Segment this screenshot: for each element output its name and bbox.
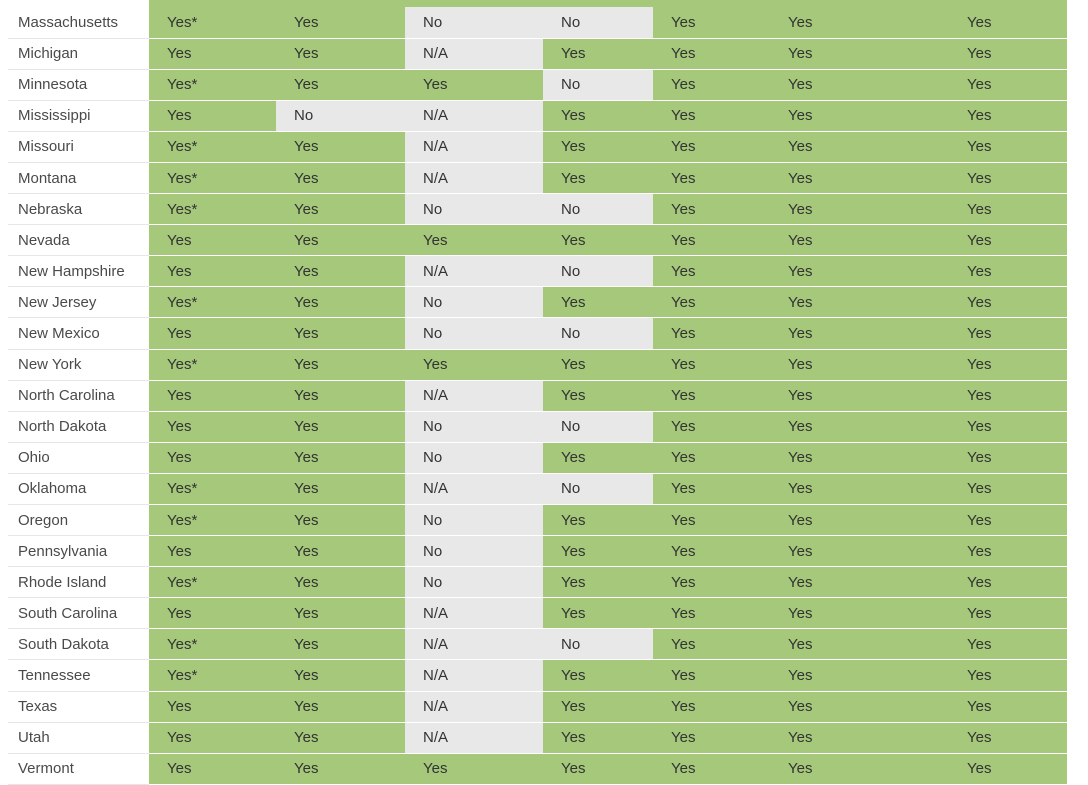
status-cell: Yes bbox=[276, 318, 405, 349]
table-row bbox=[8, 287, 1067, 318]
table-row bbox=[8, 442, 1067, 473]
status-cell: Yes bbox=[770, 629, 949, 660]
status-cell: Yes bbox=[149, 100, 276, 131]
status-cell: No bbox=[405, 411, 543, 442]
status-cell: Yes bbox=[949, 411, 1067, 442]
state-name-cell: New Jersey bbox=[8, 287, 149, 318]
status-cell: Yes bbox=[276, 194, 405, 225]
status-cell: Yes bbox=[149, 256, 276, 287]
status-cell: Yes bbox=[543, 660, 653, 691]
status-cell: Yes bbox=[770, 38, 949, 69]
table-row bbox=[8, 567, 1067, 598]
status-cell: Yes bbox=[949, 194, 1067, 225]
status-cell: Yes bbox=[276, 69, 405, 100]
status-cell: Yes bbox=[405, 349, 543, 380]
status-cell: Yes bbox=[653, 69, 770, 100]
status-cell: Yes bbox=[653, 131, 770, 162]
status-cell: Yes bbox=[949, 567, 1067, 598]
status-cell: Yes bbox=[543, 380, 653, 411]
table-row bbox=[8, 100, 1067, 131]
status-cell: Yes bbox=[276, 442, 405, 473]
status-cell: Yes bbox=[949, 225, 1067, 256]
state-name-cell: Utah bbox=[8, 722, 149, 753]
status-cell: Yes bbox=[276, 660, 405, 691]
status-cell: Yes bbox=[949, 38, 1067, 69]
status-cell: Yes bbox=[276, 505, 405, 536]
state-name-cell: Massachusetts bbox=[8, 7, 149, 38]
status-cell: Yes bbox=[949, 753, 1067, 784]
status-cell: Yes bbox=[149, 691, 276, 722]
state-name-cell: Ohio bbox=[8, 442, 149, 473]
status-cell: Yes bbox=[770, 349, 949, 380]
table-row bbox=[8, 505, 1067, 536]
status-cell: Yes bbox=[949, 349, 1067, 380]
state-name-cell: New Mexico bbox=[8, 318, 149, 349]
status-cell: No bbox=[543, 629, 653, 660]
status-cell: Yes bbox=[949, 691, 1067, 722]
status-cell: No bbox=[405, 194, 543, 225]
status-cell: Yes bbox=[770, 131, 949, 162]
table-row bbox=[8, 194, 1067, 225]
status-cell: Yes bbox=[949, 536, 1067, 567]
status-cell: N/A bbox=[405, 38, 543, 69]
status-cell: Yes bbox=[949, 660, 1067, 691]
status-cell: N/A bbox=[405, 380, 543, 411]
state-name-cell: North Carolina bbox=[8, 380, 149, 411]
status-cell: Yes bbox=[149, 536, 276, 567]
status-cell: Yes bbox=[770, 753, 949, 784]
status-cell: Yes bbox=[949, 287, 1067, 318]
status-cell: Yes bbox=[276, 38, 405, 69]
status-cell: Yes bbox=[770, 505, 949, 536]
status-cell: Yes bbox=[276, 691, 405, 722]
table-row bbox=[8, 131, 1067, 162]
status-cell: Yes bbox=[405, 753, 543, 784]
status-cell: Yes bbox=[653, 722, 770, 753]
status-cell: Yes* bbox=[149, 505, 276, 536]
status-cell: No bbox=[405, 567, 543, 598]
status-cell: Yes bbox=[543, 442, 653, 473]
status-cell: Yes* bbox=[149, 287, 276, 318]
status-cell: Yes bbox=[653, 473, 770, 504]
status-cell: Yes bbox=[949, 7, 1067, 38]
state-name-cell: New York bbox=[8, 349, 149, 380]
status-cell: Yes bbox=[949, 318, 1067, 349]
status-cell: No bbox=[405, 7, 543, 38]
status-cell: Yes bbox=[770, 7, 949, 38]
status-cell: Yes bbox=[770, 473, 949, 504]
status-cell: Yes bbox=[653, 38, 770, 69]
table-row bbox=[8, 691, 1067, 722]
status-cell: Yes bbox=[405, 225, 543, 256]
status-cell: Yes bbox=[276, 380, 405, 411]
state-name-cell: Nevada bbox=[8, 225, 149, 256]
state-name-cell: Oregon bbox=[8, 505, 149, 536]
status-cell: Yes bbox=[949, 473, 1067, 504]
status-cell: Yes bbox=[149, 442, 276, 473]
status-cell: Yes bbox=[770, 722, 949, 753]
status-cell: Yes bbox=[770, 411, 949, 442]
state-name-cell: Mississippi bbox=[8, 100, 149, 131]
status-cell: Yes bbox=[653, 100, 770, 131]
status-cell: Yes bbox=[770, 691, 949, 722]
table-row bbox=[8, 380, 1067, 411]
status-cell: N/A bbox=[405, 473, 543, 504]
status-cell: Yes bbox=[653, 225, 770, 256]
status-cell: Yes bbox=[949, 69, 1067, 100]
status-cell: N/A bbox=[405, 722, 543, 753]
status-cell: Yes bbox=[543, 753, 653, 784]
state-name-cell: Rhode Island bbox=[8, 567, 149, 598]
status-cell: Yes bbox=[770, 598, 949, 629]
status-cell: Yes bbox=[770, 256, 949, 287]
status-cell: Yes bbox=[149, 411, 276, 442]
status-cell: Yes* bbox=[149, 162, 276, 193]
status-cell: N/A bbox=[405, 100, 543, 131]
status-cell: N/A bbox=[405, 598, 543, 629]
status-cell: Yes bbox=[653, 442, 770, 473]
status-cell: Yes bbox=[949, 722, 1067, 753]
status-cell: Yes bbox=[276, 536, 405, 567]
status-cell: N/A bbox=[405, 162, 543, 193]
status-cell: Yes bbox=[949, 100, 1067, 131]
state-name-cell: North Dakota bbox=[8, 411, 149, 442]
table-row bbox=[8, 473, 1067, 504]
status-cell: Yes* bbox=[149, 349, 276, 380]
status-cell: Yes bbox=[543, 100, 653, 131]
status-cell: Yes bbox=[653, 567, 770, 598]
status-cell: N/A bbox=[405, 660, 543, 691]
status-cell: Yes bbox=[949, 442, 1067, 473]
status-cell: No bbox=[543, 411, 653, 442]
state-name-cell: Texas bbox=[8, 691, 149, 722]
state-name-cell: Nebraska bbox=[8, 194, 149, 225]
status-cell: Yes bbox=[543, 536, 653, 567]
status-cell: Yes bbox=[770, 287, 949, 318]
status-cell: Yes bbox=[653, 162, 770, 193]
status-cell: Yes bbox=[949, 256, 1067, 287]
state-name-cell: Montana bbox=[8, 162, 149, 193]
status-cell: Yes bbox=[770, 660, 949, 691]
status-cell: Yes bbox=[653, 660, 770, 691]
status-cell: Yes bbox=[770, 536, 949, 567]
status-cell: No bbox=[405, 318, 543, 349]
status-cell: Yes bbox=[543, 38, 653, 69]
status-cell: No bbox=[543, 69, 653, 100]
status-cell: Yes* bbox=[149, 194, 276, 225]
state-name-cell: New Hampshire bbox=[8, 256, 149, 287]
table-body bbox=[8, 7, 1067, 785]
status-cell: Yes bbox=[543, 131, 653, 162]
status-cell: Yes bbox=[405, 69, 543, 100]
status-cell: Yes bbox=[543, 287, 653, 318]
state-name-cell: Vermont bbox=[8, 753, 149, 784]
table-row bbox=[8, 722, 1067, 753]
status-cell: No bbox=[405, 536, 543, 567]
status-cell: No bbox=[405, 442, 543, 473]
status-cell: Yes bbox=[949, 629, 1067, 660]
status-cell: Yes bbox=[276, 722, 405, 753]
state-name-cell: South Carolina bbox=[8, 598, 149, 629]
status-cell: Yes bbox=[276, 473, 405, 504]
table-row bbox=[8, 225, 1067, 256]
table-row bbox=[8, 660, 1067, 691]
status-cell: Yes bbox=[653, 287, 770, 318]
status-cell: Yes bbox=[149, 380, 276, 411]
table-row bbox=[8, 38, 1067, 69]
previous-row-remainder bbox=[8, 0, 1067, 7]
status-cell: Yes bbox=[653, 753, 770, 784]
status-cell: Yes bbox=[543, 598, 653, 629]
status-cell: Yes bbox=[653, 691, 770, 722]
state-name-cell: Pennsylvania bbox=[8, 536, 149, 567]
status-cell: No bbox=[543, 318, 653, 349]
status-cell: Yes bbox=[149, 225, 276, 256]
table-row bbox=[8, 629, 1067, 660]
status-cell: Yes bbox=[276, 225, 405, 256]
status-cell: Yes bbox=[770, 225, 949, 256]
status-cell: Yes bbox=[276, 131, 405, 162]
status-cell: Yes bbox=[276, 598, 405, 629]
status-cell: Yes bbox=[770, 69, 949, 100]
status-cell: Yes* bbox=[149, 69, 276, 100]
status-cell: Yes bbox=[653, 256, 770, 287]
status-cell: Yes bbox=[276, 256, 405, 287]
status-cell: Yes bbox=[149, 318, 276, 349]
state-name-cell: Michigan bbox=[8, 38, 149, 69]
status-cell: Yes bbox=[653, 536, 770, 567]
status-cell: Yes bbox=[543, 691, 653, 722]
table-row bbox=[8, 7, 1067, 38]
status-cell: Yes* bbox=[149, 567, 276, 598]
status-cell: N/A bbox=[405, 256, 543, 287]
status-cell: Yes* bbox=[149, 660, 276, 691]
table-row bbox=[8, 598, 1067, 629]
status-cell: Yes* bbox=[149, 131, 276, 162]
status-cell: Yes bbox=[770, 442, 949, 473]
state-name-cell: Oklahoma bbox=[8, 473, 149, 504]
status-cell: Yes bbox=[770, 100, 949, 131]
status-cell: Yes bbox=[653, 629, 770, 660]
status-cell: Yes bbox=[770, 162, 949, 193]
status-cell: No bbox=[543, 473, 653, 504]
status-cell: Yes bbox=[653, 505, 770, 536]
status-cell: Yes bbox=[949, 380, 1067, 411]
status-cell: Yes bbox=[543, 567, 653, 598]
status-cell: Yes bbox=[770, 318, 949, 349]
table-row bbox=[8, 411, 1067, 442]
table-row bbox=[8, 318, 1067, 349]
table-row bbox=[8, 349, 1067, 380]
status-cell: Yes bbox=[949, 131, 1067, 162]
table-row bbox=[8, 753, 1067, 784]
status-cell: Yes bbox=[543, 505, 653, 536]
status-cell: N/A bbox=[405, 691, 543, 722]
status-cell: No bbox=[543, 7, 653, 38]
status-cell: Yes bbox=[149, 598, 276, 629]
status-cell: Yes bbox=[949, 505, 1067, 536]
status-cell: Yes bbox=[770, 567, 949, 598]
table-row bbox=[8, 162, 1067, 193]
status-cell: Yes bbox=[543, 225, 653, 256]
status-cell: Yes bbox=[149, 753, 276, 784]
status-cell: Yes bbox=[653, 349, 770, 380]
state-comparison-table bbox=[8, 0, 1067, 785]
table-row bbox=[8, 536, 1067, 567]
status-cell: Yes bbox=[543, 349, 653, 380]
status-cell: Yes bbox=[653, 598, 770, 629]
status-cell: Yes bbox=[276, 567, 405, 598]
status-cell: Yes bbox=[543, 162, 653, 193]
status-cell: Yes bbox=[653, 380, 770, 411]
status-cell: Yes bbox=[653, 194, 770, 225]
status-cell: Yes bbox=[653, 318, 770, 349]
status-cell: No bbox=[543, 194, 653, 225]
status-cell: Yes bbox=[276, 7, 405, 38]
status-cell: No bbox=[276, 100, 405, 131]
status-cell: Yes bbox=[276, 629, 405, 660]
state-name-cell: Tennessee bbox=[8, 660, 149, 691]
status-cell: Yes bbox=[653, 411, 770, 442]
status-cell: Yes bbox=[276, 287, 405, 318]
status-cell: Yes bbox=[276, 349, 405, 380]
status-cell: Yes bbox=[949, 162, 1067, 193]
state-name-cell: Missouri bbox=[8, 131, 149, 162]
status-cell: No bbox=[543, 256, 653, 287]
status-cell: Yes bbox=[276, 753, 405, 784]
status-cell: Yes bbox=[770, 380, 949, 411]
status-cell: Yes bbox=[770, 194, 949, 225]
status-cell: Yes bbox=[149, 38, 276, 69]
table-rows bbox=[8, 7, 1067, 784]
status-cell: N/A bbox=[405, 131, 543, 162]
status-cell: No bbox=[405, 287, 543, 318]
status-cell: Yes bbox=[149, 722, 276, 753]
status-cell: Yes bbox=[276, 162, 405, 193]
state-name-cell: Minnesota bbox=[8, 69, 149, 100]
status-cell: No bbox=[405, 505, 543, 536]
table-row bbox=[8, 256, 1067, 287]
status-cell: Yes* bbox=[149, 7, 276, 38]
status-cell: Yes* bbox=[149, 473, 276, 504]
table-row bbox=[8, 69, 1067, 100]
status-cell: Yes bbox=[949, 598, 1067, 629]
state-name-cell: South Dakota bbox=[8, 629, 149, 660]
status-cell: N/A bbox=[405, 629, 543, 660]
status-cell: Yes bbox=[276, 411, 405, 442]
status-cell: Yes bbox=[653, 7, 770, 38]
status-cell: Yes bbox=[543, 722, 653, 753]
status-cell: Yes* bbox=[149, 629, 276, 660]
